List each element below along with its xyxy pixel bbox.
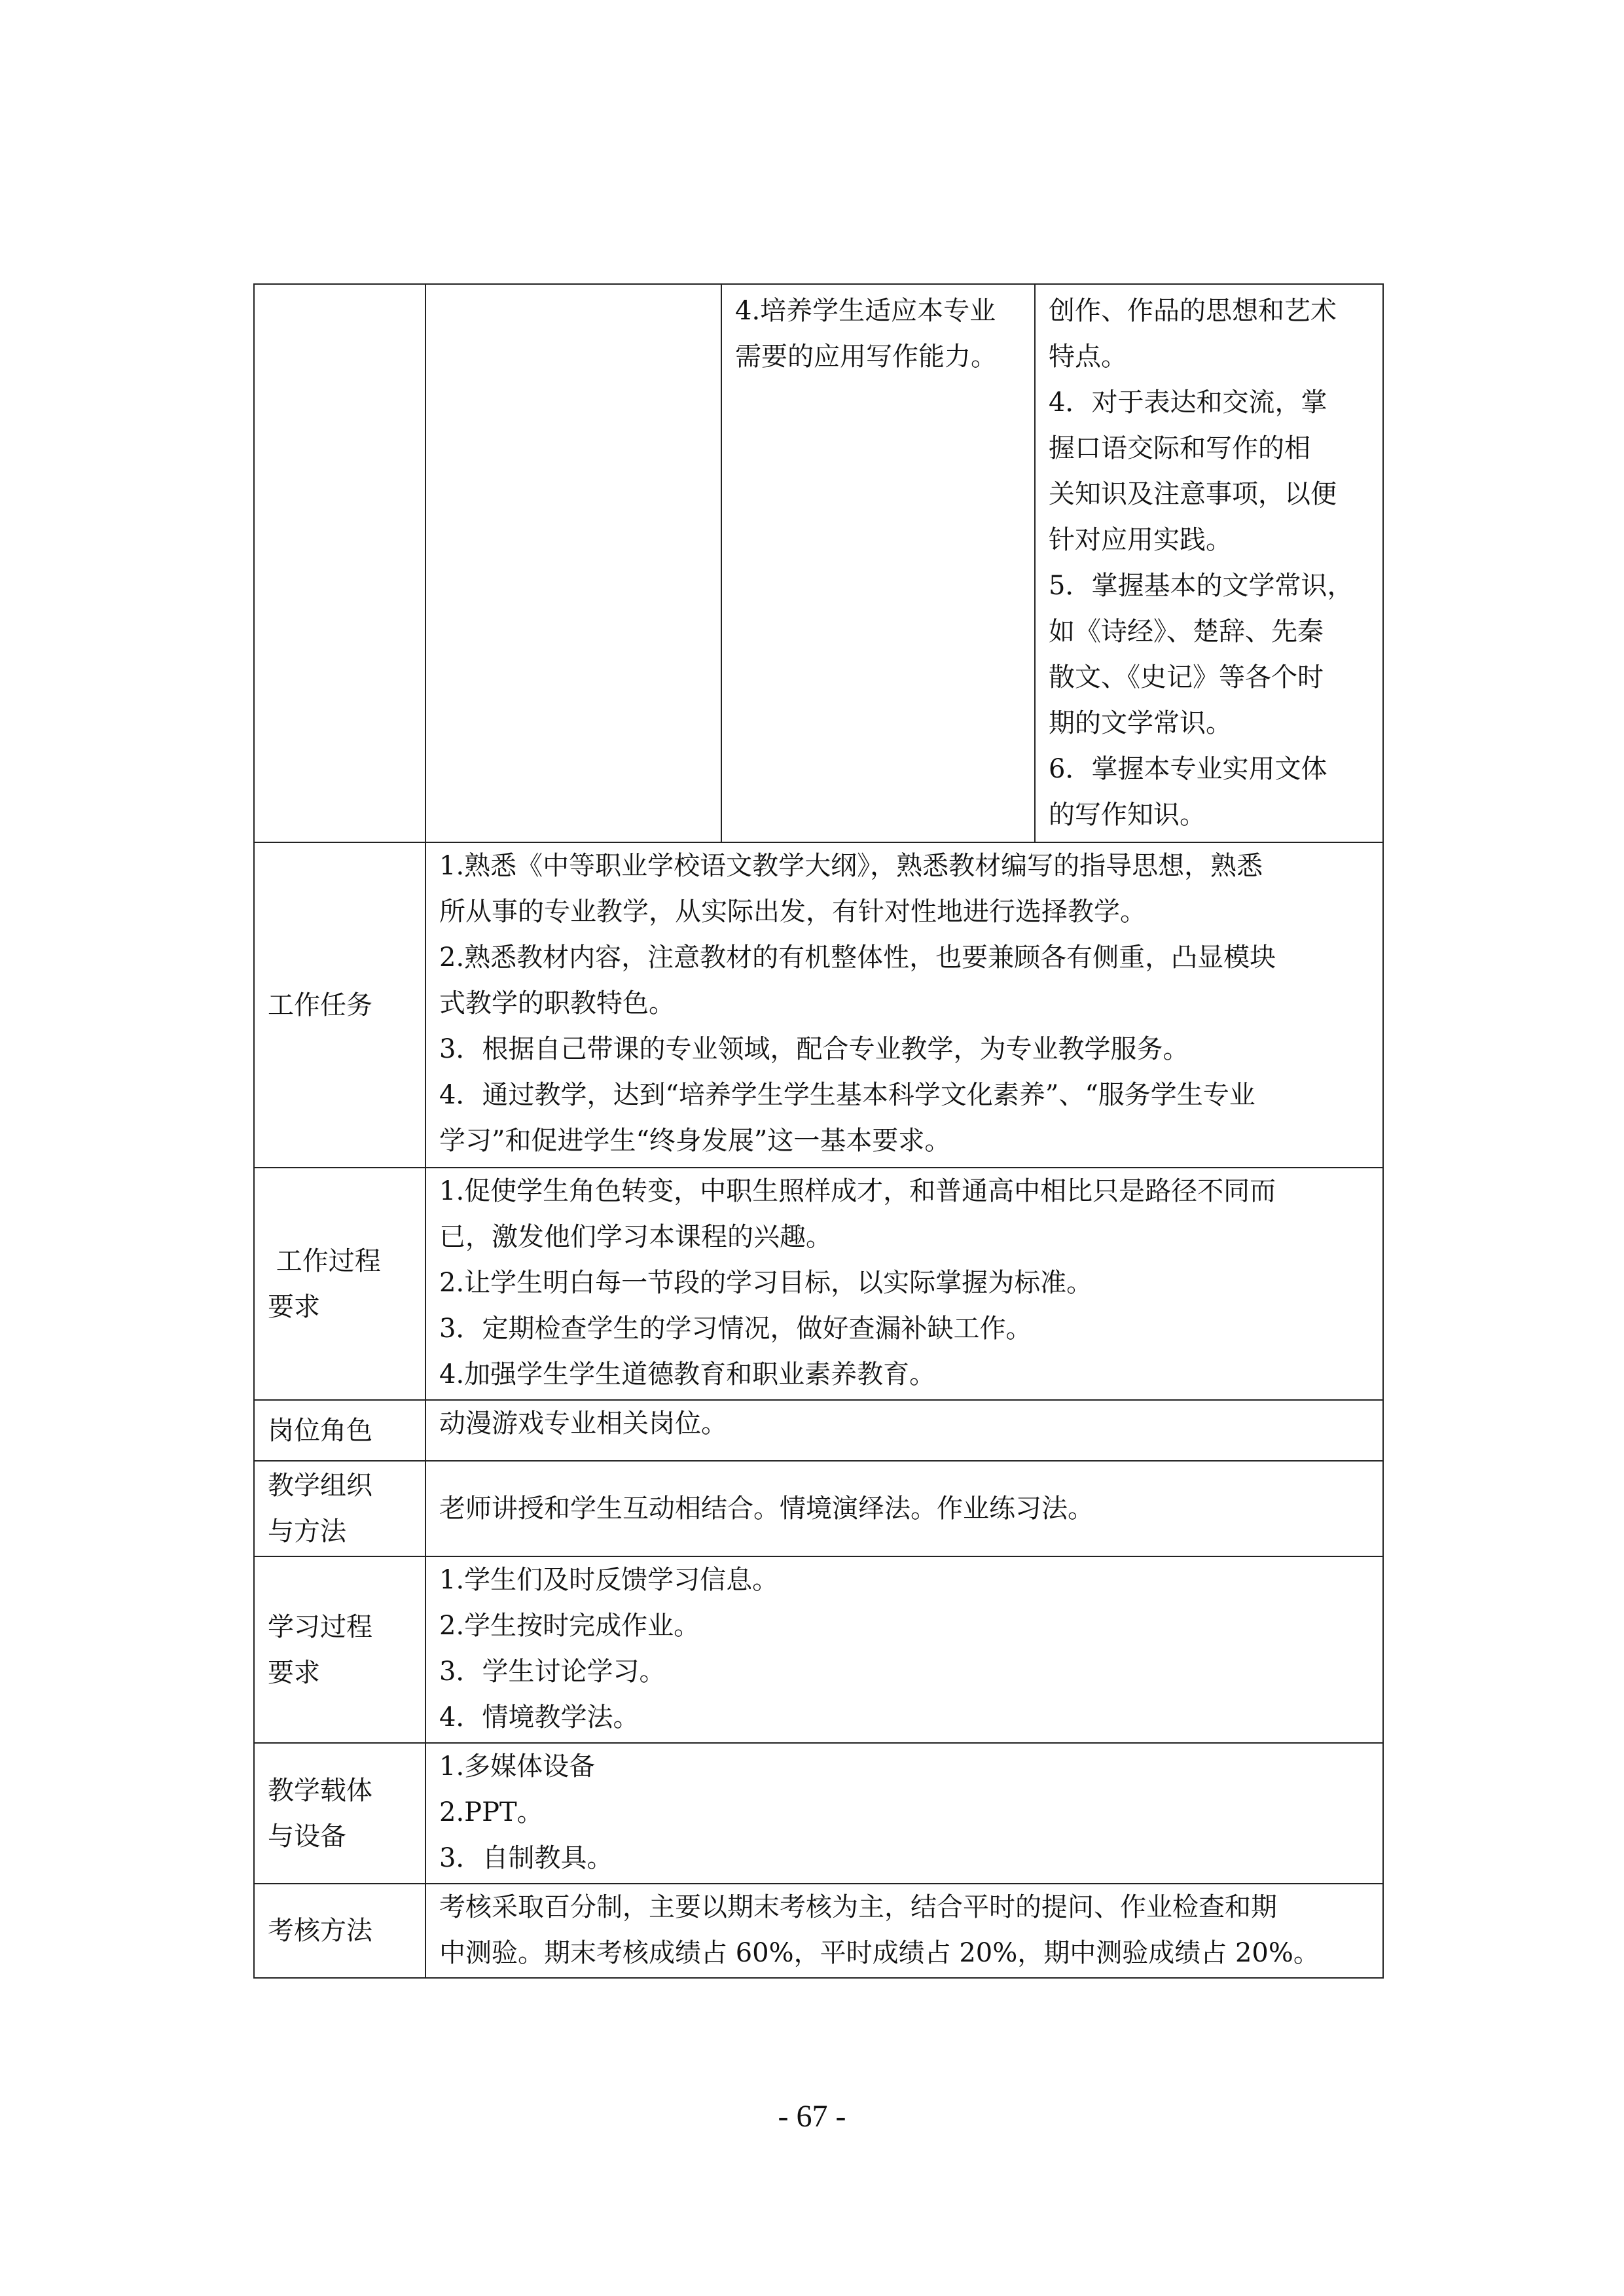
- row-label-teaching-equipment: [254, 1743, 425, 1884]
- content-line: 3．学生讨论学习。: [439, 1657, 666, 1687]
- ability-goal-cell: [721, 284, 1035, 842]
- row-label-text: 要求: [268, 1291, 320, 1322]
- row-label-text: 与方法: [268, 1516, 346, 1547]
- knowledge-goal-line: 特点。: [1049, 342, 1127, 372]
- table-row-teaching-equipment: [254, 1743, 1383, 1884]
- content-line: 1.熟悉《中等职业学校语文教学大纲》，熟悉教材编写的指导思想，熟悉: [439, 851, 1263, 881]
- row-label-job-roles: [254, 1400, 425, 1461]
- row-content-work-process: [425, 1168, 1383, 1400]
- table-row-teaching-methods: [254, 1461, 1383, 1556]
- content-line: 3．根据自己带课的专业领域，配合专业教学，为专业教学服务。: [439, 1034, 1189, 1064]
- table-row-assessment: [254, 1884, 1383, 1978]
- content-line: 3．自制教具。: [439, 1843, 613, 1873]
- knowledge-goal-line: 握口语交际和写作的相: [1049, 433, 1310, 463]
- knowledge-goal-line: 针对应用实践。: [1049, 525, 1232, 555]
- row-label-text: 工作任务: [268, 990, 372, 1020]
- row-label-text: 要求: [268, 1657, 320, 1688]
- knowledge-goal-cell: [1035, 284, 1383, 842]
- content-line: 2.熟悉教材内容，注意教材的有机整体性，也要兼顾各有侧重，凸显模块: [439, 942, 1276, 973]
- empty-cell-2: [425, 284, 721, 842]
- content-line: 3．定期检查学生的学习情况，做好查漏补缺工作。: [439, 1314, 1032, 1344]
- row-label-text: 学习过程: [268, 1611, 372, 1642]
- content-line: 4.加强学生学生道德教育和职业素养教育。: [439, 1359, 936, 1390]
- content-line: 2.学生按时完成作业。: [439, 1611, 700, 1641]
- row-label-text: 工作过程: [268, 1246, 381, 1276]
- content-line: 考核采取百分制，主要以期末考核为主，结合平时的提问、作业检查和期: [439, 1892, 1277, 1922]
- row-content-assessment: [425, 1884, 1383, 1978]
- ability-goal-line: 需要的应用写作能力。: [735, 342, 997, 372]
- course-table: [253, 283, 1384, 1979]
- content-line: 2.PPT。: [439, 1797, 543, 1827]
- row-label-work-tasks: [254, 842, 425, 1168]
- row-label-text: 教学载体: [268, 1775, 372, 1806]
- knowledge-goal-line: 的写作知识。: [1049, 800, 1206, 830]
- row-label-text: 岗位角色: [268, 1415, 372, 1446]
- knowledge-goal-line: 6．掌握本专业实用文体: [1049, 754, 1327, 784]
- table-row-learning-process: [254, 1556, 1383, 1743]
- table-row-job-roles: [254, 1400, 1383, 1461]
- knowledge-goal-line: 创作、作品的思想和艺术: [1049, 296, 1337, 326]
- knowledge-goal-line: 关知识及注意事项，以便: [1049, 479, 1337, 509]
- row-label-text: 考核方法: [268, 1916, 372, 1946]
- content-line: 4．通过教学，达到“培养学生学生基本科学文化素养”、“服务学生专业: [439, 1080, 1255, 1110]
- knowledge-goal-line: 散文、《史记》等各个时: [1049, 662, 1324, 692]
- content-line: 1.学生们及时反馈学习信息。: [439, 1565, 779, 1595]
- content-line: 所从事的专业教学，从实际出发，有针对性地进行选择教学。: [439, 897, 1146, 927]
- content-line: 已，激发他们学习本课程的兴趣。: [439, 1222, 832, 1252]
- content-line: 式教学的职教特色。: [439, 988, 675, 1018]
- row-content-teaching-methods: [425, 1461, 1383, 1556]
- content-line: 1.多媒体设备: [439, 1751, 596, 1782]
- row-content-learning-process: [425, 1556, 1383, 1743]
- knowledge-goal-line: 如《诗经》、楚辞、先秦: [1049, 617, 1324, 647]
- row-content-teaching-equipment: [425, 1743, 1383, 1884]
- row-content-job-roles: [425, 1400, 1383, 1461]
- content-line: 2.让学生明白每一节段的学习目标，以实际掌握为标准。: [439, 1268, 1093, 1298]
- knowledge-goal-line: 期的文学常识。: [1049, 708, 1232, 738]
- content-line: 老师讲授和学生互动相结合。情境演绎法。作业练习法。: [439, 1494, 1094, 1524]
- content-line: 中测验。期末考核成绩占 60%，平时成绩占 20%，期中测验成绩占 20%。: [439, 1938, 1320, 1968]
- ability-goal-line: 4.培养学生适应本专业: [735, 296, 996, 326]
- knowledge-goal-line: 4．对于表达和交流，掌: [1049, 387, 1327, 418]
- table-row-work-tasks: [254, 842, 1383, 1168]
- row-label-teaching-methods: [254, 1461, 425, 1556]
- row-label-work-process: [254, 1168, 425, 1400]
- row-label-text: 与设备: [268, 1821, 346, 1852]
- content-line: 4．情境教学法。: [439, 1702, 640, 1732]
- content-line: 学习”和促进学生“终身发展”这一基本要求。: [439, 1126, 951, 1156]
- row-content-work-tasks: [425, 842, 1383, 1168]
- table-row-work-process: [254, 1168, 1383, 1400]
- page-number: - 67 -: [778, 2099, 846, 2134]
- table-row-top: [254, 284, 1383, 842]
- content-line: 动漫游戏专业相关岗位。: [439, 1408, 727, 1439]
- empty-cell-1: [254, 284, 425, 842]
- row-label-text: 教学组织: [268, 1471, 372, 1501]
- knowledge-goal-line: 5．掌握基本的文学常识，: [1049, 571, 1354, 601]
- row-label-learning-process: [254, 1556, 425, 1743]
- row-label-assessment: [254, 1884, 425, 1978]
- content-line: 1.促使学生角色转变，中职生照样成才，和普通高中相比只是路径不同而: [439, 1176, 1276, 1206]
